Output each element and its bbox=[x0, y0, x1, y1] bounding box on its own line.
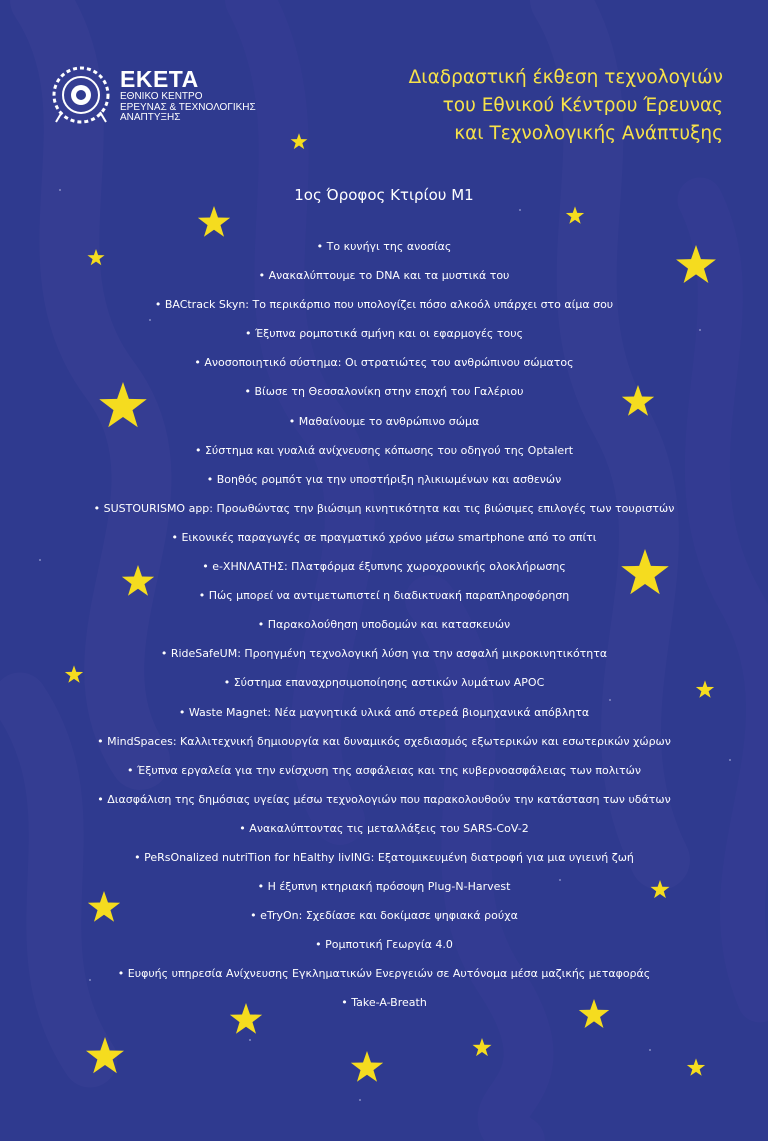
headline-line: του Εθνικού Κέντρου Έρευνας bbox=[442, 95, 723, 116]
list-item: • Η έξυπνη κτηριακή πρόσοψη Plug-N-Harvest bbox=[0, 877, 768, 906]
list-item: • Έξυπνα ρομποτικά σμήνη και οι εφαρμογές τους bbox=[0, 324, 768, 353]
list-item: • Waste Magnet: Νέα μαγνητικά υλικά από στερεά βιομηχανικά απόβλητα bbox=[0, 703, 768, 732]
exhibition-headline bbox=[303, 64, 723, 148]
list-item: • Ευφυής υπηρεσία Ανίχνευσης Εγκληματικών Ενεργειών σε Αυτόνομα μέσα μαζικής μεταφοράς bbox=[0, 964, 768, 993]
list-item: • e-ΧΗΝΛΑΤΗΣ: Πλατφόρμα έξυπνης χωροχρονικής ολοκλήρωσης bbox=[0, 557, 768, 586]
exhibit-list bbox=[0, 237, 768, 1023]
floor-title: 1ος Όροφος Κτιρίου Μ1 bbox=[294, 186, 474, 204]
list-item: • PeRsOnalized nutriTion for hEalthy livING: Εξατομικευμένη διατροφή για μια υγιεινή ζωή bbox=[0, 848, 768, 877]
list-item: • Ρομποτική Γεωργία 4.0 bbox=[0, 935, 768, 964]
list-item: • Έξυπνα εργαλεία για την ενίσχυση της ασφάλειας και της κυβερνοασφάλειας των πολιτών bbox=[0, 761, 768, 790]
list-item: • Take-A-Breath bbox=[0, 993, 768, 1022]
list-item: • Βίωσε τη Θεσσαλονίκη στην εποχή του Γαλέριου bbox=[0, 382, 768, 411]
list-item: • Ανακαλύπτοντας τις μεταλλάξεις του SARS-CoV-2 bbox=[0, 819, 768, 848]
list-item: • Ανοσοποιητικό σύστημα: Οι στρατιώτες του ανθρώπινου σώματος bbox=[0, 353, 768, 382]
list-item: • Το κυνήγι της ανοσίας bbox=[0, 237, 768, 266]
list-item: • Διασφάλιση της δημόσιας υγείας μέσω τεχνολογιών που παρακολουθούν την κατάσταση των υδάτων bbox=[0, 790, 768, 819]
star-icon bbox=[351, 1051, 383, 1082]
list-item: • Σύστημα και γυαλιά ανίχνευσης κόπωσης του οδηγού της Optalert bbox=[0, 441, 768, 470]
list-item: • Ανακαλύπτουμε το DNA και τα μυστικά του bbox=[0, 266, 768, 295]
logo-name: ΕΚΕΤΑ bbox=[120, 66, 199, 92]
list-item: • RideSafeUM: Προηγμένη τεχνολογική λύση για την ασφαλή μικροκινητικότητα bbox=[0, 644, 768, 673]
list-item: • Εικονικές παραγωγές σε πραγματικό χρόνο μέσω smartphone από το σπίτι bbox=[0, 528, 768, 557]
logo bbox=[50, 64, 280, 128]
list-item: • Σύστημα επαναχρησιμοποίησης αστικών λυμάτων APOC bbox=[0, 673, 768, 702]
logo-subtitle bbox=[120, 92, 256, 124]
list-item: • SUSTOURISMO app: Προωθώντας την βιώσιμη κινητικότητα και τις βιώσιμες επιλογές των τουριστών bbox=[0, 499, 768, 528]
list-item: • Πώς μπορεί να αντιμετωπιστεί η διαδικτυακή παραπληροφόρηση bbox=[0, 586, 768, 615]
logo-subtitle-line: ΑΝΑΠΤΥΞΗΣ bbox=[120, 112, 181, 123]
headline-line: και Τεχνολογικής Ανάπτυξης bbox=[454, 123, 723, 144]
list-item: • eTryOn: Σχεδίασε και δοκίμασε ψηφιακά ρούχα bbox=[0, 906, 768, 935]
list-item: • MindSpaces: Καλλιτεχνική δημιουργία και δυναμικός σχεδιασμός εξωτερικών και εσωτερικών χώρων bbox=[0, 732, 768, 761]
star-icon bbox=[473, 1038, 492, 1056]
star-icon bbox=[687, 1058, 705, 1075]
headline-line: Διαδραστική έκθεση τεχνολογιών bbox=[408, 67, 723, 88]
logo-subtitle-line: ΕΘΝΙΚΟ ΚΕΝΤΡΟ bbox=[120, 91, 203, 102]
list-item: • Παρακολούθηση υποδομών και κατασκευών bbox=[0, 615, 768, 644]
eketa-wreath-icon bbox=[50, 64, 112, 126]
list-item: • BACtrack Skyn: Το περικάρπιο που υπολογίζει πόσο αλκοόλ υπάρχει στο αίμα σου bbox=[0, 295, 768, 324]
logo-subtitle-line: ΕΡΕΥΝΑΣ & ΤΕΧΝΟΛΟΓΙΚΗΣ bbox=[120, 101, 256, 113]
list-item: • Μαθαίνουμε το ανθρώπινο σώμα bbox=[0, 412, 768, 441]
list-item: • Βοηθός ρομπότ για την υποστήριξη ηλικιωμένων και ασθενών bbox=[0, 470, 768, 499]
star-icon bbox=[198, 206, 230, 237]
